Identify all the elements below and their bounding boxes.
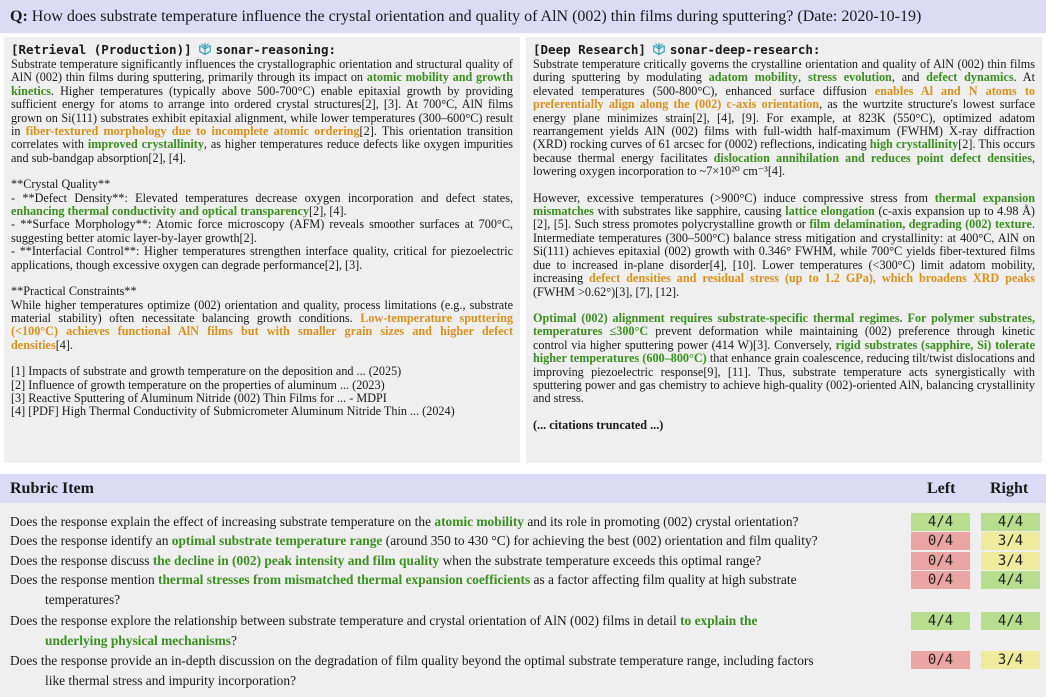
left-score-badge: 4/4 — [911, 612, 970, 630]
highlight-green: improved crystallinity — [87, 137, 204, 152]
highlight-green: atomic mobility and growth kinetics — [11, 70, 513, 98]
text-run: . At elevated temperatures (500-800°C), enhanced surface diffusion — [533, 70, 1035, 98]
highlight-green: lattice elongation — [785, 204, 875, 219]
text-run: prevent deformation while maintaining (002) preference through kinetic control via higher sputtering power (414 W)[3]. Conversely, — [533, 324, 1035, 352]
perplexity-logo-icon — [652, 42, 666, 56]
left-score-badge: 4/4 — [911, 513, 970, 531]
left-score-badge: 0/4 — [911, 532, 970, 550]
rubric-question — [10, 653, 814, 668]
rubric-row — [10, 551, 890, 571]
rubric-question-continued — [10, 631, 890, 651]
right-score-badge: 3/4 — [981, 532, 1040, 550]
left-crystal-quality-section — [11, 178, 513, 272]
highlight-green: adatom mobility — [708, 70, 799, 85]
text-run: Does the response discuss — [10, 553, 153, 568]
text-run: However, excessive temperatures (>900°C) induce compressive stress from — [533, 190, 935, 205]
paragraph-line — [11, 285, 513, 298]
rubric-row — [10, 651, 890, 691]
highlight-green: thermal expansion mismatches — [533, 190, 1035, 219]
text-run: **Practical Constraints** — [11, 284, 137, 299]
right-response-header — [533, 40, 1035, 58]
text-run: Does the response identify an — [10, 533, 172, 548]
text-run: Does the response explain the effect of increasing substrate temperature on the — [10, 514, 435, 529]
left-column-label: Left — [927, 480, 956, 497]
right-score-badge: 4/4 — [981, 571, 1040, 589]
highlight-orange: Low-temperature sputtering (<100°C) achieves functional AlN films but with smaller grain sizes and higher defect densities — [11, 310, 513, 352]
text-run: [4]. — [55, 337, 73, 352]
left-mode-label: [Retrieval (Production)] — [11, 41, 192, 57]
text-run: , — [798, 70, 809, 85]
rubric-row — [10, 531, 890, 551]
text-run: - **Surface Morphology**: Atomic force microscopy (AFM) reveals smoother surfaces at 700°C, suggesting better atomic layer-by-layer growth[2]. — [11, 217, 513, 245]
highlight-green: high crystallinity — [869, 137, 959, 152]
rubric-title: Rubric Item — [10, 480, 94, 497]
highlight-green: enhancing thermal conductivity and optical transparency — [11, 204, 310, 219]
rubric-row — [10, 512, 890, 532]
highlight-green: rigid substrates (sapphire, Si) tolerate higher temperatures (600–800°C) — [533, 337, 1035, 366]
rubric-question — [10, 533, 818, 548]
left-reference-list — [11, 365, 513, 419]
paragraph-line — [11, 245, 513, 272]
text-run: **Crystal Quality** — [11, 177, 111, 192]
right-paragraph-1 — [533, 58, 1035, 179]
highlight-green: stress evolution — [808, 70, 892, 85]
rubric-question-continued — [10, 590, 890, 610]
rubric-row — [10, 570, 890, 610]
question-bar — [0, 0, 1046, 33]
left-response-body — [11, 58, 513, 419]
rubric-header — [0, 474, 1046, 503]
right-score-badge: 4/4 — [981, 513, 1040, 531]
text-run: Substrate temperature significantly influences the crystallographic orientation and structural quality of AlN (002) thin films during sputtering, primarily through its impact on — [11, 57, 513, 85]
text-run: - **Defect Density**: Elevated temperatures decrease oxygen incorporation and defect states, — [11, 190, 513, 205]
highlight-green: underlying physical mechanisms — [45, 633, 232, 648]
text-run: [2], [4]. — [309, 204, 347, 219]
rubric-question — [10, 572, 797, 587]
right-model-label: sonar-deep-research: — [669, 41, 821, 57]
right-score-badge: 4/4 — [981, 612, 1040, 630]
highlight-green: film delamination, degrading (002) texture — [809, 217, 1032, 232]
reference-item: [3] Reactive Sputtering of Aluminum Nitride (002) Thin Films for ... - MDPI — [11, 390, 387, 405]
text-run: . Higher temperatures (typically above 500-700°C) enable epitaxial growth by providing sufficient energy for atoms to arrange into ordered crystal structures[2], [3]. At 700°C, AlN films grown on Si(111) substrates exhibit epitaxial alignment, while lower temperatures (300–600°C) result in — [11, 83, 513, 139]
reference-item: [1] Impacts of substrate and growth temperature on the deposition and ... (2025) — [11, 364, 402, 379]
text-run: (c-axis expansion up to 4.98 Å)[2], [5]. Such stress promotes polycrystalline growth or — [533, 204, 1035, 232]
question-text: How does substrate temperature influence the crystal orientation and quality of AlN (002) thin films during sputtering? (Date: 2020-10-19) — [31, 8, 922, 25]
right-paragraph-3 — [533, 312, 1035, 406]
highlight-green: optimal substrate temperature range — [171, 533, 383, 548]
text-run: , lowering oxygen incorporation to ~7×10²⁰ cm⁻³[4]. — [533, 150, 1035, 179]
reference-item: [2] Influence of growth temperature on the properties of aluminum ... (2023) — [11, 377, 385, 392]
rubric-table — [0, 503, 1046, 697]
text-run: like thermal stress and impurity incorporation? — [45, 673, 297, 688]
perplexity-logo-icon — [198, 42, 212, 56]
left-paragraph-1 — [11, 58, 513, 165]
paragraph-line — [11, 218, 513, 245]
right-response-panel — [526, 37, 1042, 463]
left-response-header — [11, 40, 513, 58]
highlight-green: thermal stresses from mismatched thermal expansion coefficients — [158, 572, 531, 587]
highlight-orange: defect densities and residual stress (up to 1.2 GPa), which broadens XRD peaks — [589, 271, 1035, 286]
text-run: (around 350 to 430 °C) for achieving the best (002) orientation and film quality? — [382, 533, 818, 548]
text-run: - **Interfacial Control**: Higher temperatures strengthen interface quality, critical for piezoelectric applications, though excessive oxygen can degrade performance[2], [3]. — [11, 244, 513, 272]
right-paragraph-2 — [533, 192, 1035, 299]
text-run: . Intermediate temperatures (300–500°C) balance stress mitigation and crystallinity: at 400°C, AlN on Si(111) achieves epitaxial (002) growth with 0.346° FWHM, while 700°C yields fiber-textured films due to increased in-plane disorder[4], [10]. Lower temperatures (<300°C) limit adatom mobility, increasing — [533, 217, 1035, 286]
right-score-badge: 3/4 — [981, 552, 1040, 570]
text-run: Does the response explore the relationship between substrate temperature and crystal orientation of AlN (002) films in detail — [10, 613, 681, 628]
rubric-question — [10, 613, 757, 628]
highlight-orange: enables Al and N atoms to preferentially align along the (002) c-axis orientation — [533, 83, 1035, 112]
rubric-row — [10, 611, 890, 651]
right-response-body — [533, 58, 1035, 432]
question-prefix: Q: — [10, 8, 28, 25]
text-run: [2]. This occurs because thermal energy facilitates — [533, 137, 1036, 165]
text-run: Does the response mention — [10, 572, 159, 587]
paragraph-line — [11, 299, 513, 353]
reference-item: [4] [PDF] High Thermal Conductivity of Submicrometer Aluminum Nitride Thin ... (2024) — [11, 404, 455, 419]
text-run: , as higher temperatures reduce defects like oxygen impurities and sub-bandgap absorption[2], [4]. — [11, 137, 513, 165]
rubric-question — [10, 514, 798, 529]
left-score-badge: 0/4 — [911, 651, 970, 669]
text-run: Does the response provide an in-depth discussion on the degradation of film quality beyond the optimal substrate temperature range, including factors — [10, 653, 814, 668]
text-run: While higher temperatures optimize (002) orientation and quality, process limitations (e.g., substrate material stability) often necessitate balancing growth conditions. — [11, 297, 513, 325]
highlight-green: to explain the — [680, 613, 758, 628]
highlight-green: atomic mobility — [434, 514, 525, 529]
left-score-badge: 0/4 — [911, 571, 970, 589]
text-run: [2]. This orientation transition correlates with — [11, 124, 513, 152]
text-run: and its role in promoting (002) crystal orientation? — [524, 514, 799, 529]
paragraph-line — [11, 192, 513, 219]
left-score-badge: 0/4 — [911, 552, 970, 570]
highlight-green: Optimal (002) alignment requires substrate-specific thermal regimes. For polymer substrates, temperatures ≤300°C — [533, 310, 1035, 339]
citations-truncated-note: (... citations truncated ...) — [533, 417, 664, 432]
highlight-green: defect dynamics — [926, 70, 1014, 85]
left-model-label: sonar-reasoning: — [215, 41, 337, 57]
rubric-question-continued — [10, 671, 890, 691]
highlight-orange: fiber-textured morphology due to incomplete atomic ordering — [25, 124, 360, 139]
left-response-panel — [4, 37, 520, 463]
text-run: ? — [231, 633, 237, 648]
left-practical-constraints-section — [11, 285, 513, 352]
rubric-question — [10, 553, 761, 568]
text-run: (FWHM >0.62°)[3], [7], [12]. — [533, 284, 680, 299]
text-run: when the substrate temperature exceeds this optimal range? — [439, 553, 762, 568]
text-run: , and — [891, 70, 927, 85]
right-score-badge: 3/4 — [981, 651, 1040, 669]
right-mode-label: [Deep Research] — [533, 41, 646, 57]
text-run: temperatures? — [45, 592, 121, 607]
text-run: Substrate temperature critically governs the crystalline orientation and quality of AlN (002) thin films during sputtering by modulating — [533, 57, 1035, 85]
text-run: with substrates like sapphire, causing — [593, 204, 786, 219]
text-run: as a factor affecting film quality at high substrate — [530, 572, 797, 587]
highlight-green: the decline in (002) peak intensity and film quality — [152, 553, 440, 568]
text-run: , as the wurtzite structure's lowest surface energy plane minimizes strain[2], [4], [9]. For example, at 823K (550°C), optimized adatom rearrangement yields AlN (002) films with full-width half-maximum (FWHM) X-ray diffraction (XRD) rocking curves of 61 arcsec for (0002) reflections, indicating — [533, 97, 1035, 152]
text-run: that enhance grain coalescence, reducing tilt/twist dislocations and improving piezoelectric response[9], [11]. Thus, substrate temperature acts synergistically with sputtering power and gas chemistry to achieve high-quality (002)-oriented AlN, balancing crystallinity and stress. — [533, 351, 1035, 406]
highlight-green: dislocation annihilation and reduces point defect densities — [713, 150, 1032, 165]
right-column-label: Right — [990, 480, 1029, 497]
paragraph-line — [11, 178, 513, 191]
